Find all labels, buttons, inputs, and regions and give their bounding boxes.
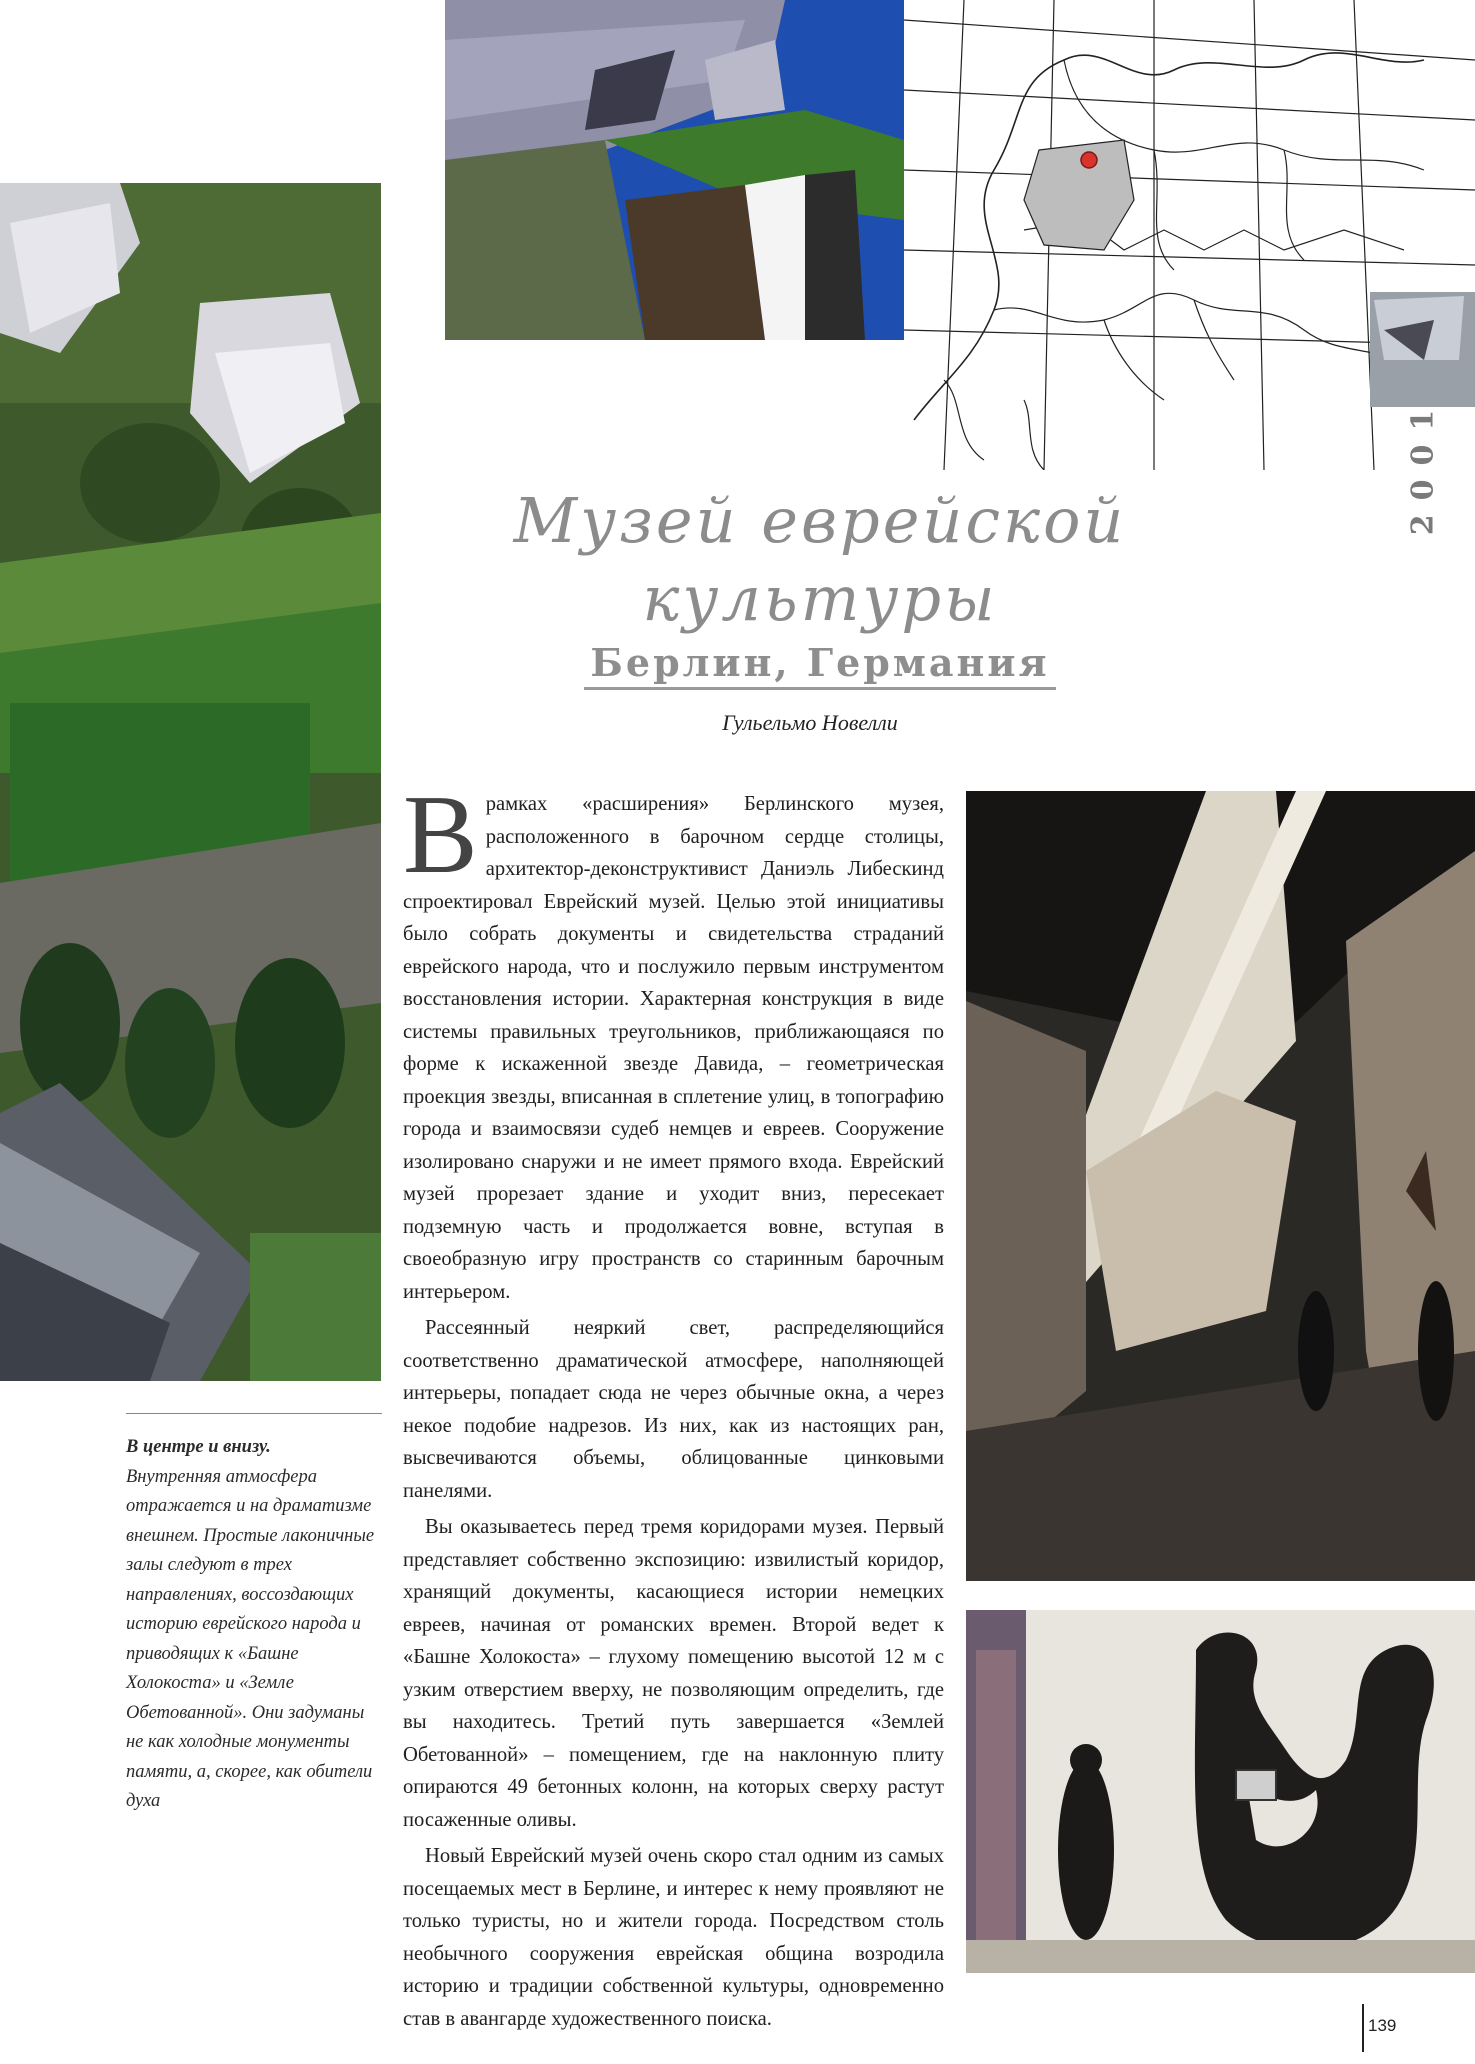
caption-lead: В центре и внизу. <box>126 1437 271 1457</box>
building-top-photo <box>445 0 904 340</box>
aerial-photo <box>0 183 381 1381</box>
page-number: 139 <box>1368 2016 1397 2035</box>
caption-text: Внутренняя атмосфера отражается и на драматизме внешнем. Простые лаконичные залы следуют в трех направлениях, воссоздающих историю еврейского народа и приводящих к «Башне Холокоста» и «Земле Обетованной». Они задуманы не как холодные монументы памяти, а, скорее, как обители духа <box>126 1466 375 1811</box>
europe-map <box>904 0 1475 470</box>
article-body <box>403 773 944 2039</box>
title-line-2: культуры <box>642 562 998 635</box>
page-number-bar <box>1362 2004 1364 2052</box>
drop-cap: В <box>403 773 478 897</box>
author-byline: Гульельмо Новелли <box>722 710 898 735</box>
article-paragraph: Врамках «расширения» Берлинского музея, расположенного в барочном сердце столицы, архитектор-деконструктивист Даниэль Либескинд спроектировал Еврейский музей. Целью этой инициативы было собрать документы и свидетельства страданий еврейского народа, что и послужило первым инструментом восстановления истории. Характерная конструкция в виде системы правильных треугольников, приближающаяся по форме к искаженной звезде Давида, – геометрическая проекция звезды, вписанная в сплетение улиц, в топографию города и взаимосвязи судеб немцев и евреев. Сооружение изолировано снаружи и не имеет прямого входа. Еврейский музей прорезает здание и уходит вниз, пересекает подземную часть и продолжается вовне, вступая в своеобразную игру пространств со старинным барочным интерьером. <box>403 773 944 1303</box>
interior-corridor-photo <box>966 791 1475 1581</box>
article-paragraph: Вы оказываетесь перед тремя коридорами музея. Первый представляет собственно экспозицию: извилистый коридор, хранящий документы, касающиеся истории немецких евреев, начиная от романских времен. Второй ведет к «Башне Холокоста» – глухому помещению высотой 12 м с узким отверстием вверху, не позволяющим определить, где вы находитесь. Третий путь завершается «Землей Обетованной» – помещением, где на наклонную плиту опираются 49 бетонных колонн, на которых сверху растут посаженные оливы. <box>403 1516 944 1831</box>
article-title <box>440 482 1200 638</box>
photo-caption <box>126 1433 378 1817</box>
year-label: 2001 <box>1405 395 1441 535</box>
caption-rule <box>126 1413 382 1414</box>
article-paragraph: Рассеянный неяркий свет, распределяющийся соответственно драматической атмосфере, наполняющей интерьеры, попадает сюда не через обычные окна, а через некое подобие надрезов. Из них, как из настоящих ран, высвечиваются объемы, облицованные цинковыми панелями. <box>403 1317 944 1502</box>
article-subtitle: Берлин, Германия <box>440 640 1200 685</box>
article-paragraph: Новый Еврейский музей очень скоро стал одним из самых посещаемых мест в Берлине, и интерес к нему проявляют не только туристы, но и жители города. Посредством столь необычного сооружения еврейская община возродила историю и традиции собственной культуры, одновременно став в авангарде художественного поиска. <box>403 1845 944 2030</box>
title-line-1: Музей еврейской <box>513 484 1127 557</box>
sculpture-photo <box>966 1610 1475 1973</box>
